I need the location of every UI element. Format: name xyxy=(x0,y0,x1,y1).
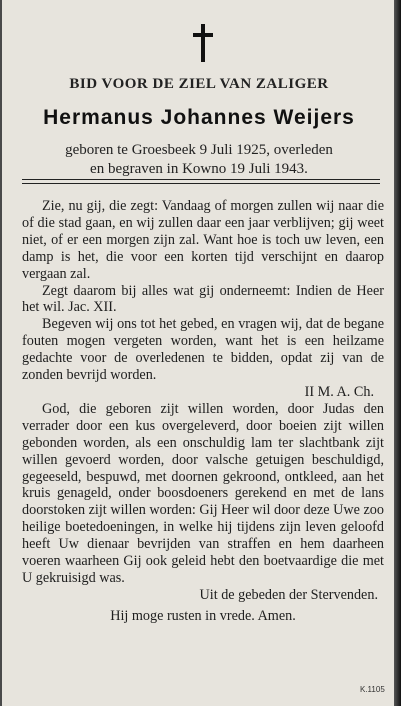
prayer-heading: BID VOOR DE ZIEL VAN ZALIGER xyxy=(69,76,329,92)
paragraph-4: God, die geboren zijt willen worden, door Judas den verrader door een kus overgeleverd, door boeien zijt willen gebonden worden, als een onschuldig lam ter slachtbank zijt willen gevoerd worden, door valsche getuigen beschuldigd, gegeeseld, bespuwd, met doornen gekroond, ontkleed, aan het kruis genageld, onder boosdoeners gerekend en met de lans doorstoken zijt willen worden: Gij Heer wil door deze Uwe zoo heilige boetedoeningen, in welke hij tijdens zijn leven geloofd heeft Uw dienaar bevrijden van straffen en hem daarheen voeren waarheen Gij ook geleid hebt den boetvaardige die met U gekruisigd was. xyxy=(22,400,384,586)
paragraph-3: Begeven wij ons tot het gebed, en vragen wij, dat de begane fouten mogen vergeten worden, want het is een heilzame gedachte voor de overledenen te bidden, opdat zij van de zonden bevrijd worden. xyxy=(22,316,384,384)
signature-1: II M. A. Ch. xyxy=(304,383,374,400)
closing-line: Hij moge rusten in vrede. Amen. xyxy=(110,607,296,624)
divider-rule xyxy=(22,183,380,184)
divider-rule xyxy=(22,179,380,180)
paragraph-2: Zegt daarom bij alles wat gij onderneemt: Indien de Heer het wil. Jac. XII. xyxy=(22,282,384,316)
birth-death-info xyxy=(2,141,396,179)
prayer-body xyxy=(22,198,384,625)
card-edge-shadow xyxy=(394,0,401,706)
deceased-name: Hermanus Johannes Weijers xyxy=(43,106,355,129)
paragraph-1: Zie, nu gij, die zegt: Vandaag of morgen zullen wij naar die of die stad gaan, en wij zullen daar een jaar verblijven; gij weet niet, of er een morgen zijn zal. Want hoe is toch uw leven, een damp is het, die voor een korten tijd verschijnt en daarop vergaan zal. xyxy=(22,198,384,282)
printer-mark: K.1105 xyxy=(360,685,385,694)
birth-line-1: geboren te Groesbeek 9 Juli 1925, overleden xyxy=(65,142,333,158)
cross-icon xyxy=(193,24,213,62)
birth-line-2: en begraven in Kowno 19 Juli 1943. xyxy=(90,161,308,177)
signature-2: Uit de gebeden der Stervenden. xyxy=(199,586,378,603)
